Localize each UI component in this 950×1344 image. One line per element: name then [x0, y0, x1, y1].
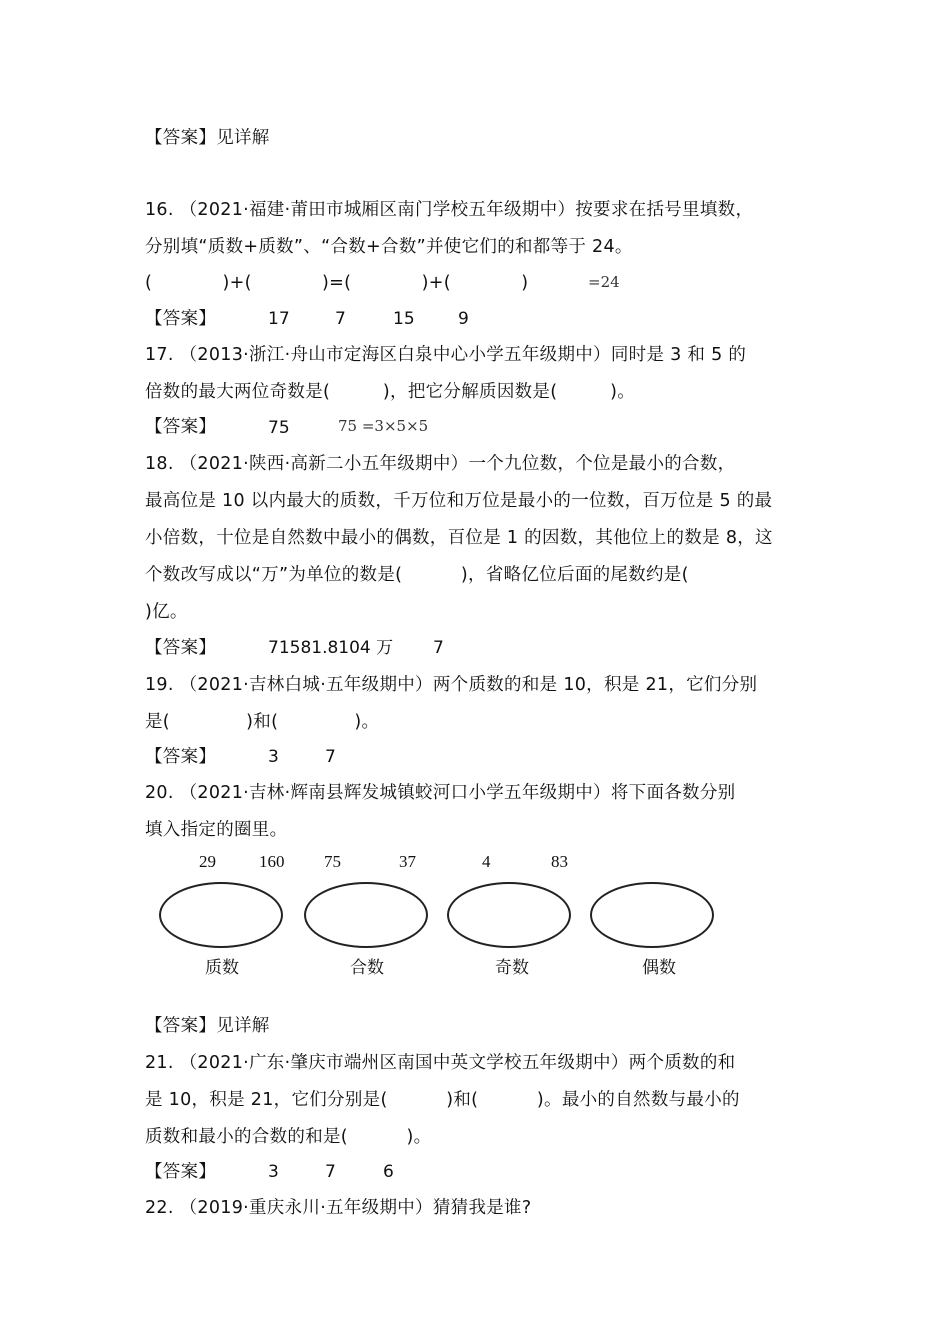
number-item: 83	[551, 852, 568, 871]
fill-formula: ( )+( )=( )+( )	[145, 273, 529, 293]
question-text: 个数改写成以“万”为单位的数是( )，省略亿位后面的尾数约是(	[145, 565, 689, 585]
answer-label: 【答案】	[145, 417, 217, 437]
number-item: 37	[399, 852, 416, 871]
question-text: 填入指定的圈里。	[145, 820, 288, 840]
number-item: 29	[199, 852, 216, 871]
question-text: 18. （2021·陕西·高新二小五年级期中）一个九位数，个位是最小的合数，	[145, 454, 736, 474]
answer-label: 【答案】	[145, 747, 217, 767]
answer-value: 7	[433, 638, 444, 658]
answer-value: 17	[268, 309, 290, 329]
prime-circle	[159, 882, 283, 948]
answer-value: 7	[335, 309, 346, 329]
number-item: 160	[259, 852, 285, 871]
answer-value: 75 =3×5×5	[338, 417, 429, 435]
answer-label: 【答案】见详解	[145, 1016, 270, 1036]
answer-label: 【答案】	[145, 638, 217, 658]
answer-label: 【答案】	[145, 309, 217, 329]
number-item: 4	[482, 852, 491, 871]
circle-label: 质数	[205, 958, 239, 978]
question-text: 17. （2013·浙江·舟山市定海区白泉中心小学五年级期中）同时是 3 和 5 的	[145, 345, 747, 365]
number-item: 75	[324, 852, 341, 871]
question-text: 分别填“质数+质数”、“合数+合数”并使它们的和都等于 24。	[145, 237, 633, 257]
even-circle	[590, 882, 714, 948]
composite-circle	[304, 882, 428, 948]
circle-label: 奇数	[495, 958, 529, 978]
answer-value: 75	[268, 418, 290, 438]
question-text: )亿。	[145, 602, 188, 622]
question-text: 小倍数，十位是自然数中最小的偶数，百位是 1 的因数，其他位上的数是 8，这	[145, 528, 773, 548]
question-text: 22. （2019·重庆永川·五年级期中）猜猜我是谁?	[145, 1198, 532, 1218]
answer-value: 3	[268, 1162, 279, 1182]
answer-value: 7	[325, 1162, 336, 1182]
answer-label: 【答案】	[145, 1162, 217, 1182]
answer-value: 6	[383, 1162, 394, 1182]
answer-label: 【答案】见详解	[145, 128, 270, 148]
question-text: 质数和最小的合数的和是( )。	[145, 1127, 432, 1147]
answer-value: 3	[268, 747, 279, 767]
answer-value: 7	[325, 747, 336, 767]
circle-label: 偶数	[642, 958, 676, 978]
question-text: 是 10，积是 21，它们分别是( )和( )。最小的自然数与最小的	[145, 1090, 740, 1110]
question-text: 19. （2021·吉林白城·五年级期中）两个质数的和是 10，积是 21，它们分别	[145, 675, 758, 695]
question-text: 倍数的最大两位奇数是( )，把它分解质因数是( )。	[145, 382, 636, 402]
question-text: 16. （2021·福建·莆田市城厢区南门学校五年级期中）按要求在括号里填数，	[145, 200, 754, 220]
question-text: 21. （2021·广东·肇庆市端州区南国中英文学校五年级期中）两个质数的和	[145, 1053, 736, 1073]
formula-result: =24	[588, 273, 620, 291]
circle-label: 合数	[350, 958, 384, 978]
odd-circle	[447, 882, 571, 948]
answer-value: 71581.8104 万	[268, 638, 394, 658]
question-text: 是( )和( )。	[145, 712, 380, 732]
question-text: 20. （2021·吉林·辉南县辉发城镇蛟河口小学五年级期中）将下面各数分别	[145, 783, 736, 803]
question-text: 最高位是 10 以内最大的质数，千万位和万位是最小的一位数，百万位是 5 的最	[145, 491, 773, 511]
answer-value: 15	[393, 309, 415, 329]
answer-value: 9	[458, 309, 469, 329]
